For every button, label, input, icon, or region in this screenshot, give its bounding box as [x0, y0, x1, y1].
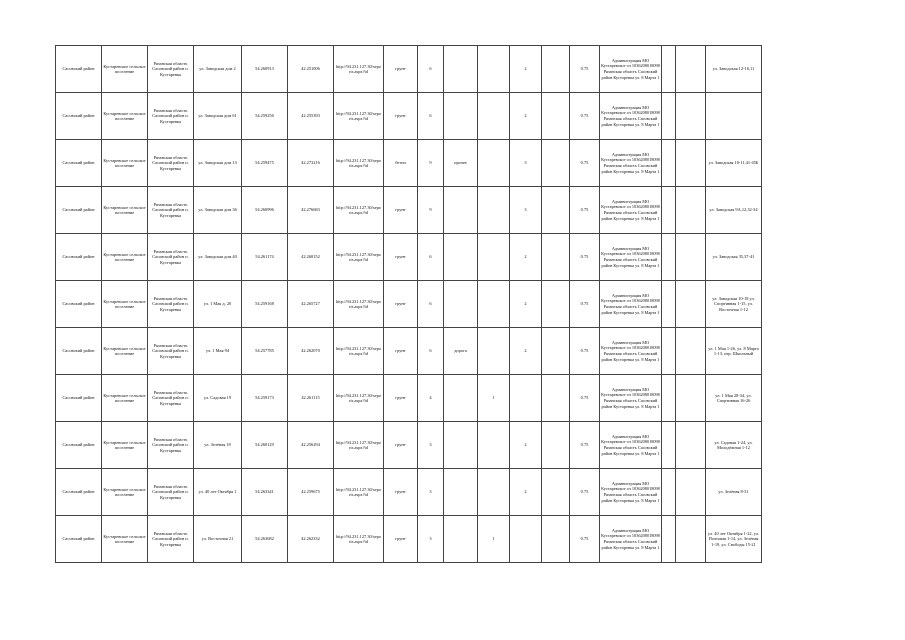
served-addresses-cell[interactable]: ул. Заводская 10-18 ул. Спортивная 1-15, ул. Восточная 1-12 — [706, 281, 762, 328]
region-cell[interactable]: Рязанская область Сасовский район п. Кустаревка — [148, 422, 194, 469]
table-row — [56, 140, 762, 187]
served-addresses-cell[interactable]: ул. 1 Мая 1-26, ул. 8 Марта 1-13, пер. Школьный — [706, 328, 762, 375]
settlement-cell[interactable]: Кустаревское сельское поселение — [102, 422, 148, 469]
col-11-cell[interactable] — [478, 422, 510, 469]
col-14-cell[interactable]: 0.75 — [570, 234, 600, 281]
settlement-cell[interactable]: Кустаревское сельское поселение — [102, 187, 148, 234]
col-14-cell[interactable]: 0.75 — [570, 187, 600, 234]
col-13-cell[interactable] — [542, 93, 570, 140]
longitude-cell[interactable]: 42.259675 — [288, 469, 334, 516]
col-13-cell[interactable] — [542, 46, 570, 93]
owner-cell[interactable]: Администрация МО Кустаревское сп 1036208018098 Рязанская область Сасовский район Кусторевка ул. 8 Марта 1 — [600, 140, 662, 187]
col-10-cell[interactable] — [444, 234, 478, 281]
owner-cell[interactable]: Администрация МО Кустаревское сп 1036208018098 Рязанская область Сасовский район Кусторевка ул. 8 Марта 1 — [600, 516, 662, 563]
col-12-cell[interactable] — [510, 375, 542, 422]
col-10-cell[interactable] — [444, 375, 478, 422]
col-11-cell[interactable] — [478, 328, 510, 375]
served-addresses-cell[interactable]: ул. 40 лет Октября 1-22, ул. Почтовая 1-14, ул. Зелёная 1-19, ул. Свободы 15-21 — [706, 516, 762, 563]
col-10-cell[interactable] — [444, 187, 478, 234]
longitude-cell[interactable]: 42.276683 — [288, 187, 334, 234]
region-cell[interactable]: Рязанская область Сасовский район п. Кустаревка — [148, 46, 194, 93]
col-12-cell[interactable]: 2 — [510, 234, 542, 281]
table-row — [56, 93, 762, 140]
col-12-cell[interactable]: 2 — [510, 281, 542, 328]
col-13-cell[interactable] — [542, 140, 570, 187]
district-cell[interactable]: Сасовский район — [56, 93, 102, 140]
col-10-cell[interactable] — [444, 93, 478, 140]
surface-type-cell[interactable]: грунт — [384, 375, 418, 422]
settlement-cell[interactable]: Кустаревское сельское поселение — [102, 140, 148, 187]
served-addresses-cell[interactable]: ул. Заводская 9А,12,32-34 — [706, 187, 762, 234]
col-10-cell[interactable]: дорога — [444, 328, 478, 375]
served-addresses-cell[interactable]: ул. 1 Мая 28-34, ул. Спортивная 16-26 — [706, 375, 762, 422]
col-9-cell[interactable]: 3 — [418, 469, 444, 516]
served-addresses-cell[interactable] — [706, 93, 762, 140]
col-11-cell[interactable]: 1 — [478, 516, 510, 563]
longitude-cell[interactable]: 42.265727 — [288, 281, 334, 328]
col-14-cell[interactable]: 0.75 — [570, 140, 600, 187]
col-16-cell[interactable] — [662, 516, 676, 563]
longitude-cell[interactable]: 42.256294 — [288, 422, 334, 469]
col-9-cell[interactable]: 6 — [418, 281, 444, 328]
data-table — [55, 45, 762, 563]
latitude-cell[interactable]: 54.263682 — [242, 516, 288, 563]
col-11-cell[interactable]: 1 — [478, 375, 510, 422]
col-17-cell[interactable] — [676, 93, 706, 140]
col-9-cell[interactable]: 9 — [418, 140, 444, 187]
owner-cell[interactable]: Администрация МО Кустаревское сп 1036208018098 Рязанская область Сасовский район Кусторевка ул. 8 Марта 1 — [600, 93, 662, 140]
latitude-cell[interactable]: 54.259173 — [242, 375, 288, 422]
url-cell[interactable]: http://94.231.127.30/sepo rts.aspx?id — [334, 422, 384, 469]
longitude-cell[interactable]: 42.262070 — [288, 328, 334, 375]
address-cell[interactable]: ул. Заводская дом 36 — [194, 187, 242, 234]
col-14-cell[interactable]: 0.75 — [570, 469, 600, 516]
latitude-cell[interactable]: 54.259475 — [242, 140, 288, 187]
address-cell[interactable]: ул. Заводская дом 2 — [194, 46, 242, 93]
url-cell[interactable]: http://94.231.127.30/sepo rts.aspx?id — [334, 469, 384, 516]
col-17-cell[interactable] — [676, 140, 706, 187]
col-14-cell[interactable]: 0.75 — [570, 46, 600, 93]
col-12-cell[interactable]: 2 — [510, 93, 542, 140]
col-11-cell[interactable] — [478, 140, 510, 187]
district-cell[interactable]: Сасовский район — [56, 46, 102, 93]
served-addresses-cell[interactable]: ул. Заводская 12-16,11 — [706, 46, 762, 93]
latitude-cell[interactable]: 54.260129 — [242, 422, 288, 469]
served-addresses-cell[interactable]: ул. Зелёная 8-31 — [706, 469, 762, 516]
served-addresses-cell[interactable]: ул. Садовая 1-24, ул. Молодёжная 1-12 — [706, 422, 762, 469]
surface-type-cell[interactable]: грунт — [384, 93, 418, 140]
settlement-cell[interactable]: Кустаревское сельское поселение — [102, 328, 148, 375]
col-17-cell[interactable] — [676, 46, 706, 93]
col-13-cell[interactable] — [542, 422, 570, 469]
col-16-cell[interactable] — [662, 281, 676, 328]
col-12-cell[interactable]: 3 — [510, 140, 542, 187]
region-cell[interactable]: Рязанская область Сасовский район п. Кустаревка — [148, 375, 194, 422]
owner-cell[interactable]: Администрация МО Кустаревское сп 1036208018098 Рязанская область Сасовский район Кусторевка ул. 8 Марта 1 — [600, 187, 662, 234]
district-cell[interactable]: Сасовский район — [56, 328, 102, 375]
col-9-cell[interactable]: 3 — [418, 516, 444, 563]
col-13-cell[interactable] — [542, 516, 570, 563]
url-cell[interactable]: http://94.231.127.30/sepo rts.aspx?id — [334, 140, 384, 187]
address-cell[interactable]: ул. 1 Мая д. 20 — [194, 281, 242, 328]
owner-cell[interactable]: Администрация МО Кустаревское сп 1036208018098 Рязанская область Сасовский район Кусторевка ул. 8 Марта 1 — [600, 422, 662, 469]
col-12-cell[interactable]: 3 — [510, 187, 542, 234]
district-cell[interactable]: Сасовский район — [56, 140, 102, 187]
region-cell[interactable]: Рязанская область Сасовский район п. Кустаревка — [148, 234, 194, 281]
col-10-cell[interactable] — [444, 46, 478, 93]
url-cell[interactable]: http://94.231.127.30/sepo rts.aspx?id — [334, 234, 384, 281]
settlement-cell[interactable]: Кустаревское сельское поселение — [102, 281, 148, 328]
latitude-cell[interactable]: 54.259168 — [242, 281, 288, 328]
col-9-cell[interactable]: 6 — [418, 234, 444, 281]
col-17-cell[interactable] — [676, 281, 706, 328]
address-cell[interactable]: ул. Заводская дом 61 — [194, 93, 242, 140]
col-16-cell[interactable] — [662, 93, 676, 140]
district-cell[interactable]: Сасовский район — [56, 516, 102, 563]
url-cell[interactable]: http://94.231.127.30/sepo rts.aspx?id — [334, 375, 384, 422]
col-14-cell[interactable]: 0.75 — [570, 375, 600, 422]
longitude-cell[interactable]: 42.255393 — [288, 93, 334, 140]
address-cell[interactable]: ул. Восточная 21 — [194, 516, 242, 563]
col-9-cell[interactable]: 6 — [418, 328, 444, 375]
settlement-cell[interactable]: Кустаревское сельское поселение — [102, 375, 148, 422]
col-12-cell[interactable]: 2 — [510, 46, 542, 93]
served-addresses-cell[interactable]: ул. Заводская 10-11,41-45Б — [706, 140, 762, 187]
region-cell[interactable]: Рязанская область Сасовский район п. Кустаревка — [148, 516, 194, 563]
col-9-cell[interactable]: 4 — [418, 375, 444, 422]
district-cell[interactable]: Сасовский район — [56, 234, 102, 281]
col-12-cell[interactable]: 2 — [510, 328, 542, 375]
region-cell[interactable]: Рязанская область Сасовский район п. Кустаревка — [148, 187, 194, 234]
table-row — [56, 328, 762, 375]
surface-type-cell[interactable]: грунт — [384, 281, 418, 328]
region-cell[interactable]: Рязанская область Сасовский район п. Кустаревка — [148, 281, 194, 328]
col-13-cell[interactable] — [542, 234, 570, 281]
owner-cell[interactable]: Администрация МО Кустаревское сп 1036208018098 Рязанская область Сасовский район Кусторевка ул. 8 Марта 1 — [600, 46, 662, 93]
col-11-cell[interactable] — [478, 234, 510, 281]
url-cell[interactable]: http://94.231.127.30/sepo rts.aspx?id — [334, 281, 384, 328]
col-17-cell[interactable] — [676, 516, 706, 563]
col-9-cell[interactable]: 3 — [418, 422, 444, 469]
col-14-cell[interactable]: 0.75 — [570, 328, 600, 375]
region-cell[interactable]: Рязанская область Сасовский район п. Кустаревка — [148, 140, 194, 187]
col-10-cell[interactable] — [444, 281, 478, 328]
region-cell[interactable]: Рязанская область Сасовский район п. Кустаревка — [148, 469, 194, 516]
col-14-cell[interactable]: 0.75 — [570, 93, 600, 140]
longitude-cell[interactable]: 42.273216 — [288, 140, 334, 187]
col-11-cell[interactable] — [478, 93, 510, 140]
table-row — [56, 187, 762, 234]
address-cell[interactable]: ул. Заводская дом 40 — [194, 234, 242, 281]
surface-type-cell[interactable]: грунт — [384, 46, 418, 93]
district-cell[interactable]: Сасовский район — [56, 375, 102, 422]
owner-cell[interactable]: Администрация МО Кустаревское сп 1036208018098 Рязанская область Сасовский район Кусторевка ул. 8 Марта 1 — [600, 375, 662, 422]
col-12-cell[interactable] — [510, 516, 542, 563]
surface-type-cell[interactable]: грунт — [384, 234, 418, 281]
url-cell[interactable]: http://94.231.127.30/sepo rts.aspx?id — [334, 187, 384, 234]
address-cell[interactable]: ул. Заводская дом 13 — [194, 140, 242, 187]
col-17-cell[interactable] — [676, 422, 706, 469]
url-cell[interactable]: http://94.231.127.30/sepo rts.aspx?id — [334, 516, 384, 563]
table-row — [56, 46, 762, 93]
longitude-cell[interactable]: 42.261115 — [288, 375, 334, 422]
district-cell[interactable]: Сасовский район — [56, 469, 102, 516]
col-14-cell[interactable]: 0.75 — [570, 281, 600, 328]
latitude-cell[interactable]: 54.259256 — [242, 93, 288, 140]
url-cell[interactable]: http://94.231.127.30/sepo rts.aspx?id — [334, 328, 384, 375]
region-cell[interactable]: Рязанская область Сасовский район п. Кустаревка — [148, 93, 194, 140]
table-row — [56, 469, 762, 516]
col-16-cell[interactable] — [662, 328, 676, 375]
district-cell[interactable]: Сасовский район — [56, 187, 102, 234]
address-cell[interactable]: ул. 40 лет Октября 1 — [194, 469, 242, 516]
address-cell[interactable]: ул. 1 Мая 94 — [194, 328, 242, 375]
col-9-cell[interactable]: 6 — [418, 46, 444, 93]
url-cell[interactable]: http://94.231.127.30/sepo rts.aspx?id — [334, 46, 384, 93]
longitude-cell[interactable]: 42.262332 — [288, 516, 334, 563]
col-13-cell[interactable] — [542, 375, 570, 422]
col-14-cell[interactable]: 0.75 — [570, 516, 600, 563]
col-17-cell[interactable] — [676, 375, 706, 422]
owner-cell[interactable]: Администрация МО Кустаревское сп 1036208018098 Рязанская область Сасовский район Кусторевка ул. 8 Марта 1 — [600, 234, 662, 281]
col-9-cell[interactable]: 6 — [418, 93, 444, 140]
col-14-cell[interactable]: 0.75 — [570, 422, 600, 469]
table-row — [56, 234, 762, 281]
latitude-cell[interactable]: 54.260913 — [242, 46, 288, 93]
latitude-cell[interactable]: 54.261174 — [242, 234, 288, 281]
latitude-cell[interactable]: 54.257785 — [242, 328, 288, 375]
col-16-cell[interactable] — [662, 375, 676, 422]
col-17-cell[interactable] — [676, 328, 706, 375]
col-16-cell[interactable] — [662, 234, 676, 281]
table-row — [56, 281, 762, 328]
spreadsheet-sheet — [55, 45, 762, 563]
col-13-cell[interactable] — [542, 187, 570, 234]
surface-type-cell[interactable]: грунт — [384, 328, 418, 375]
surface-type-cell[interactable]: грунт — [384, 187, 418, 234]
col-10-cell[interactable] — [444, 516, 478, 563]
surface-type-cell[interactable]: грунт — [384, 422, 418, 469]
col-11-cell[interactable] — [478, 187, 510, 234]
district-cell[interactable]: Сасовский район — [56, 422, 102, 469]
latitude-cell[interactable]: 54.260996 — [242, 187, 288, 234]
col-17-cell[interactable] — [676, 234, 706, 281]
col-10-cell[interactable] — [444, 469, 478, 516]
settlement-cell[interactable]: Кустаревское сельское поселение — [102, 469, 148, 516]
address-cell[interactable]: ул. Зелёная 18 — [194, 422, 242, 469]
settlement-cell[interactable]: Кустаревское сельское поселение — [102, 234, 148, 281]
surface-type-cell[interactable]: грунт — [384, 469, 418, 516]
col-16-cell[interactable] — [662, 140, 676, 187]
region-cell[interactable]: Рязанская область Сасовский район п. Кустаревка — [148, 328, 194, 375]
col-10-cell[interactable] — [444, 422, 478, 469]
col-16-cell[interactable] — [662, 46, 676, 93]
table-row — [56, 375, 762, 422]
address-cell[interactable]: ул. Садовая 19 — [194, 375, 242, 422]
district-cell[interactable]: Сасовский район — [56, 281, 102, 328]
owner-cell[interactable]: Администрация МО Кустаревское сп 1036208018098 Рязанская область Сасовский район Кусторевка ул. 8 Марта 1 — [600, 469, 662, 516]
col-17-cell[interactable] — [676, 187, 706, 234]
col-16-cell[interactable] — [662, 187, 676, 234]
surface-type-cell[interactable]: бетон — [384, 140, 418, 187]
col-17-cell[interactable] — [676, 469, 706, 516]
col-11-cell[interactable] — [478, 469, 510, 516]
col-12-cell[interactable]: 2 — [510, 422, 542, 469]
col-9-cell[interactable]: 9 — [418, 187, 444, 234]
col-13-cell[interactable] — [542, 281, 570, 328]
owner-cell[interactable]: Администрация МО Кустаревское сп 1036208018098 Рязанская область Сасовский район Кусторевка ул. 8 Марта 1 — [600, 281, 662, 328]
owner-cell[interactable]: Администрация МО Кустаревское сп 1036208018098 Рязанская область Сасовский район Кусторевка ул. 8 Марта 1 — [600, 328, 662, 375]
table-row — [56, 516, 762, 563]
url-cell[interactable]: http://94.231.127.30/sepo rts.aspx?id — [334, 93, 384, 140]
col-16-cell[interactable] — [662, 469, 676, 516]
latitude-cell[interactable]: 54.263341 — [242, 469, 288, 516]
col-13-cell[interactable] — [542, 469, 570, 516]
served-addresses-cell[interactable]: ул. Заводская 35,37-41 — [706, 234, 762, 281]
col-12-cell[interactable]: 2 — [510, 469, 542, 516]
col-11-cell[interactable] — [478, 46, 510, 93]
col-11-cell[interactable] — [478, 281, 510, 328]
settlement-cell[interactable]: Кустаревское сельское поселение — [102, 93, 148, 140]
longitude-cell[interactable]: 42.268152 — [288, 234, 334, 281]
settlement-cell[interactable]: Кустаревское сельское поселение — [102, 46, 148, 93]
surface-type-cell[interactable]: грунт — [384, 516, 418, 563]
longitude-cell[interactable]: 42.251006 — [288, 46, 334, 93]
col-13-cell[interactable] — [542, 328, 570, 375]
table-row — [56, 422, 762, 469]
col-10-cell[interactable]: прочее — [444, 140, 478, 187]
settlement-cell[interactable]: Кустаревское сельское поселение — [102, 516, 148, 563]
col-16-cell[interactable] — [662, 422, 676, 469]
